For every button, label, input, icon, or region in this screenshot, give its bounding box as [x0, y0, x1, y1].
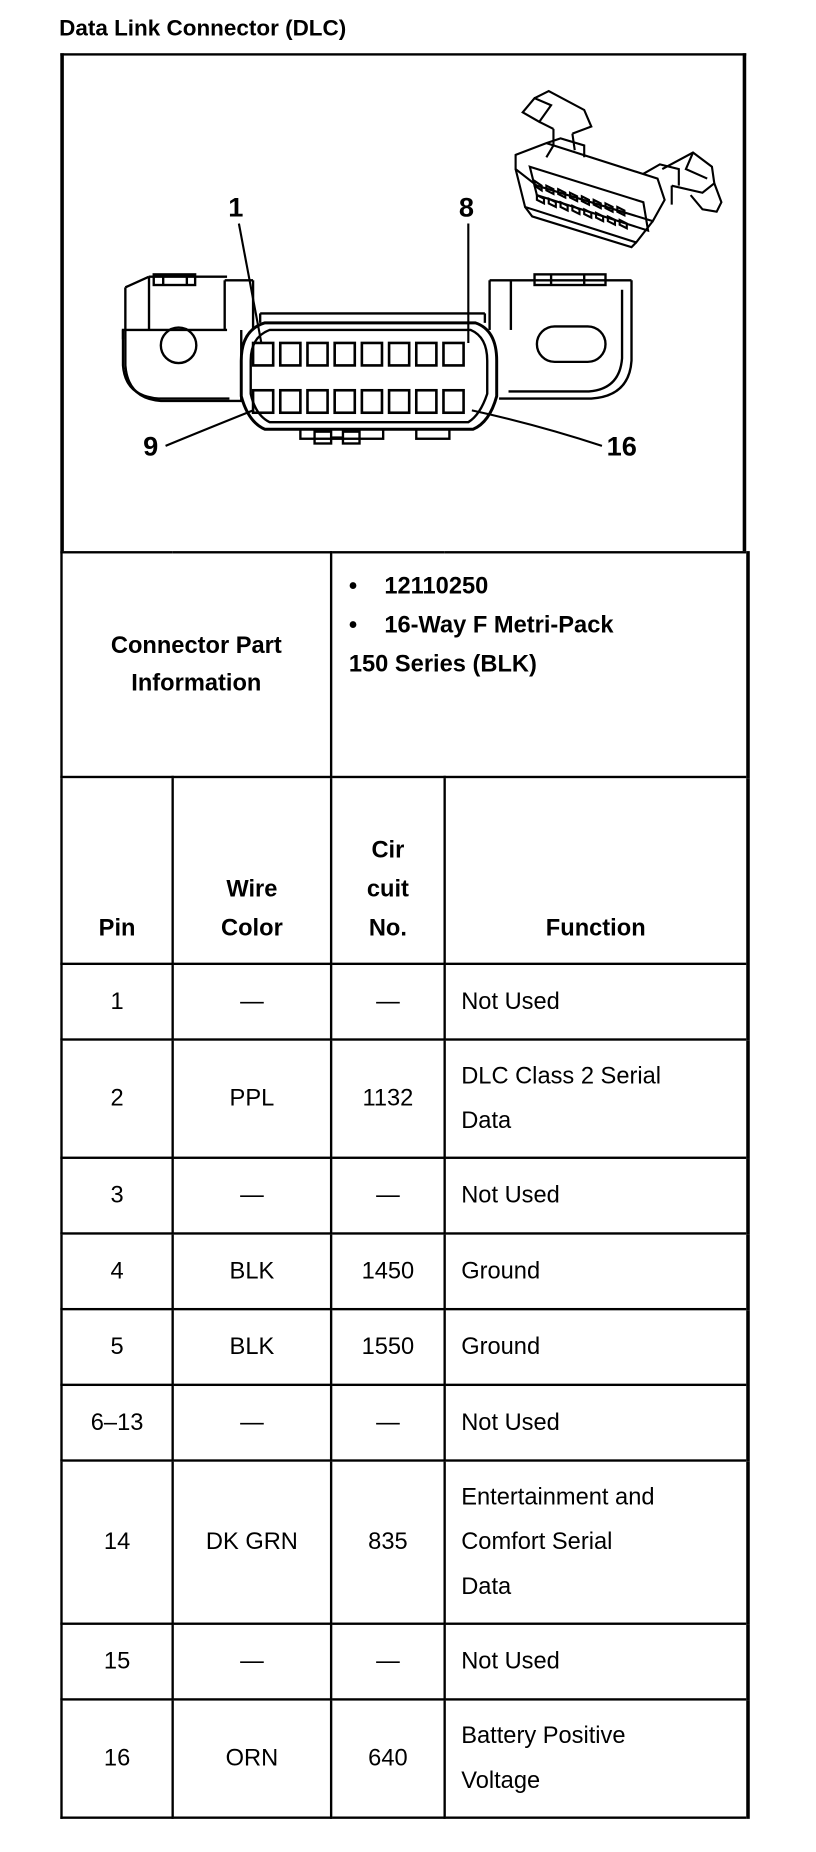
column-header-pin-text: Pin	[98, 915, 136, 942]
circuit-cell: 835	[331, 1461, 445, 1624]
table-row	[61, 1461, 747, 1624]
part-number-line	[349, 568, 746, 607]
function-text: Not Used	[461, 1648, 560, 1675]
wire-color-cell: —	[173, 1158, 331, 1234]
table-row	[61, 1385, 747, 1461]
column-header-function	[445, 777, 748, 964]
function-cell	[445, 1040, 748, 1158]
bullet-icon: •	[348, 612, 358, 639]
connector-illustration	[60, 53, 746, 551]
table-row	[61, 964, 747, 1040]
connector-part-row	[61, 552, 747, 777]
part-description: 16-Way F Metri-Pack	[384, 612, 614, 639]
pin-cell: 16	[61, 1699, 172, 1817]
bullet-icon: •	[348, 573, 358, 600]
pin-cell: 14	[61, 1461, 172, 1624]
column-header-function-text: Function	[545, 915, 646, 942]
function-text: Ground	[461, 1333, 541, 1361]
circuit-cell: —	[331, 964, 445, 1040]
pin-cell: 4	[61, 1233, 172, 1309]
column-header-circuit-no-text: Cir cuit No.	[366, 837, 409, 942]
circuit-cell: 640	[331, 1699, 445, 1817]
function-text: Battery Positive Voltage	[461, 1723, 626, 1795]
wire-color-cell: —	[173, 1385, 331, 1461]
function-text: Not Used	[461, 1182, 560, 1209]
table-row	[61, 1309, 747, 1385]
function-cell	[445, 1461, 748, 1624]
pin-cell: 1	[61, 964, 172, 1040]
function-cell	[445, 1624, 748, 1700]
table-row	[61, 1158, 747, 1234]
table-header-row	[61, 777, 747, 964]
function-cell	[445, 964, 748, 1040]
pin-callout-16: 16	[606, 430, 637, 462]
function-text: Ground	[461, 1258, 541, 1285]
connector-part-values	[331, 552, 747, 777]
table-row	[61, 1699, 747, 1817]
column-header-wire-color-text: Wire Color	[221, 876, 283, 942]
function-text: Not Used	[461, 1409, 560, 1436]
function-text: Not Used	[461, 988, 560, 1015]
function-text: DLC Class 2 Serial Data	[461, 1063, 662, 1135]
part-number: 12110250	[384, 573, 489, 600]
column-header-pin	[61, 777, 172, 964]
function-cell	[445, 1309, 748, 1385]
document-title: Data Link Connector (DLC)	[59, 16, 347, 42]
wire-color-cell: BLK	[173, 1233, 331, 1309]
wire-color-cell: ORN	[173, 1699, 331, 1817]
column-header-wire-color	[173, 777, 331, 964]
circuit-cell: —	[331, 1158, 445, 1234]
connector-pinout-table	[60, 551, 749, 1819]
pin-callout-8: 8	[458, 191, 474, 223]
function-cell	[445, 1385, 748, 1461]
circuit-cell: —	[331, 1385, 445, 1461]
pin-cell: 3	[61, 1158, 172, 1234]
wire-color-cell: —	[173, 1624, 331, 1700]
wire-color-cell: PPL	[173, 1040, 331, 1158]
pin-cell: 2	[61, 1040, 172, 1158]
circuit-cell: 1132	[331, 1040, 445, 1158]
function-cell	[445, 1699, 748, 1817]
pin-callout-9: 9	[143, 430, 159, 462]
function-cell	[445, 1233, 748, 1309]
wire-color-cell: BLK	[173, 1309, 331, 1385]
connector-isometric-view	[516, 91, 722, 247]
connector-part-header-text: Connector Part Information	[110, 632, 282, 697]
pin-cavity-grid	[253, 343, 464, 413]
function-text: Entertainment and Comfort Serial Data	[461, 1484, 655, 1601]
column-header-circuit-no	[331, 777, 445, 964]
function-cell	[445, 1158, 748, 1234]
pin-cell: 15	[61, 1624, 172, 1700]
pin-leader-lines	[166, 224, 602, 446]
pin-callout-1: 1	[228, 191, 244, 223]
connector-face-view	[123, 274, 632, 443]
part-series-line: 150 Series (BLK)	[348, 651, 537, 678]
table-row	[61, 1624, 747, 1700]
dlc-connector-drawing	[64, 56, 750, 554]
table-row	[61, 1040, 747, 1158]
connector-part-label	[61, 552, 331, 777]
circuit-cell: 1550	[331, 1309, 445, 1385]
circuit-cell: —	[331, 1624, 445, 1700]
table-row	[61, 1233, 747, 1309]
circuit-cell: 1450	[331, 1233, 445, 1309]
part-description-line	[349, 607, 746, 646]
pin-cell: 6–13	[61, 1385, 172, 1461]
wire-color-cell: —	[173, 964, 331, 1040]
wire-color-cell: DK GRN	[173, 1461, 331, 1624]
pin-cell: 5	[61, 1309, 172, 1385]
